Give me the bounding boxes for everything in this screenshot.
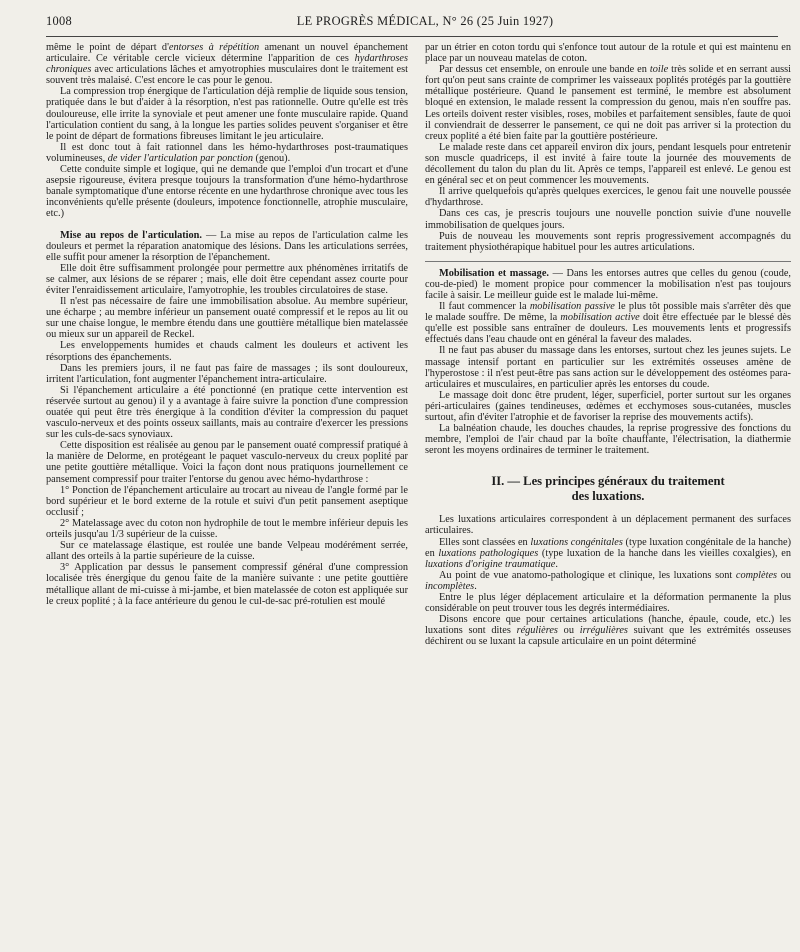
paragraph: Les enveloppements humides et chauds calment les douleurs et activent les résorptions des épanchements. (46, 340, 408, 363)
paragraph: Cette disposition est réalisée au genou par le pansement ouaté compressif pratiqué à la manière de Delorme, en protégeant le paquet vasculo-nerveux du creux poplité par une petite gouttière métallique. Voici la façon dont nous pratiquons journellement ce pansement compressif pour traiter l'entorse du genou avec hémo-hydarthrose : (46, 440, 408, 485)
paragraph: Il est donc tout à fait rationnel dans les hémo-hydarthroses post-traumatiques volumineuses, de vider l'articulation par ponction (genou). (46, 141, 408, 164)
paragraph: Dans les premiers jours, il ne faut pas faire de massages ; ils sont douloureux, irritent l'articulation, font augmenter l'épanchement intra-articulaire. (46, 362, 408, 385)
section-heading (425, 474, 791, 504)
paragraph: Disons encore que pour certaines articulations (hanche, épaule, coude, etc.) les luxations sont dites régulières ou irrégulières suivant que les extrémités osseuses déchirent ou se luxant la capsule articulaire en un point déterminé (425, 614, 792, 648)
paragraph: 3° Application par dessus le pansement compressif général d'une compression localisée très énergique du genou faite de la manière suivante : une petite gouttière métallique allant de mi-cuisse à mi-jambe, et bien matelassée de coton est appliquée sur le creux poplité ; à la face antérieure du genou le cul-de-sac pré-rotulien est moulé (46, 562, 408, 607)
italic-term: incomplètes (425, 580, 475, 592)
paragraph: Au point de vue anatomo-pathologique et clinique, les luxations sont complètes ou incomplètes. (425, 569, 791, 592)
italic-term: complètes (735, 569, 778, 581)
paragraph: 1° Ponction de l'épanchement articulaire au trocart au niveau de l'angle formé par le bord supérieur et le bord externe de la rotule et suivi d'un petit pansement aseptique occlusif ; (46, 484, 408, 518)
italic-term: luxations congénitales (530, 536, 623, 548)
section-heading-line: II. — Les principes généraux du traitement (491, 474, 725, 489)
paragraph: Mobilisation et massage. — Dans les entorses autres que celles du genou (coude, cou-de-pied) le moment propice pour commencer la mobilisation n'est pas toujours facile à saisir. Le meilleur guide est le malade lui-même. (425, 267, 791, 301)
paragraph: Si l'épanchement articulaire a été ponctionné (en pratique cette intervention est réservée surtout au genou) il y a avantage à faire suivre la ponction d'une compression ouatée qui peut être très énergique à la condition d'éviter la compression du paquet vasculo-nerveux et des points osseux saillants, mais au contraire d'exercer les pressions sur les culs-de-sacs synoviaux. (46, 384, 408, 441)
paragraph: Sur ce matelassage élastique, est roulée une bande Velpeau modérément serrée, allant des orteils à la partie supérieure de la cuisse. (46, 540, 408, 563)
paragraph: Les luxations articulaires correspondent à un déplacement permanent des surfaces articulaires. (425, 514, 791, 537)
page-number: 1008 (46, 14, 72, 28)
paragraph: Mise au repos de l'articulation. — La mise au repos de l'articulation calme les douleurs et permet la réparation anatomique des lésions. Dans les articulations serrées, elle suffit pour amener la résorption de l'épanchement. (46, 229, 408, 263)
paragraph: Cette conduite simple et logique, qui ne demande que l'emploi d'un trocart et d'une asepsie rigoureuse, évitera presque toujours la transformation d'une hémo-hydarthrose banale symptomatique d'une entorse récente en une hydarthrose chronique avec tous les inconvénients qu'elle présente (douleurs, impotence fonctionnelle, atrophie musculaire, etc.) (46, 164, 408, 220)
paragraph: La balnéation chaude, les douches chaudes, la reprise progressive des fonctions du membre, l'emploi de l'air chaud par la boîte chauffante, l'électrisation, la diathermie seront les moyens ordinaires de terminer le traitement. (425, 423, 791, 457)
left-column (46, 42, 408, 607)
paragraph: Entre le plus léger déplacement articulaire et la déformation permanente la plus considérable on peut trouver tous les degrés intermédiaires. (425, 592, 791, 615)
paragraph: La compression trop énergique de l'articulation déjà remplie de liquide sous tension, pratiquée dans le but d'aider à la résorption, n'est pas rationnelle. Outre qu'elle est très douloureuse, elle irrite la synoviale et peut amener une fonte musculaire rapide. Quand l'articulation contient du sang, à la longue les parties solides peuvent s'organiser et être le point de départ de formations fibreuses limitant le jeu articulaire. (46, 86, 408, 142)
paragraph: Il faut commencer la mobilisation passive le plus tôt possible mais s'arrêter dès que le malade souffre. De même, la mobilisation active doit être effectuée par le blessé dès qu'elle est possible sans entraîner de douleurs. Les mouvements lents et progressifs effectués dans l'eau chaude ont en général la faveur des malades. (425, 301, 791, 346)
subsection-heading: Mobilisation et massage. (439, 267, 549, 279)
italic-term: luxations d'origine traumatique (425, 558, 556, 570)
italic-term: mobilisation passive (529, 301, 615, 313)
column-divider (425, 261, 791, 262)
italic-term: mobilisation active (560, 312, 640, 324)
section-heading-line: des luxations. (571, 489, 645, 504)
italic-term: luxations pathologiques (438, 547, 539, 559)
paragraph: Il n'est pas nécessaire de faire une immobilisation absolue. Au membre supérieur, une écharpe ; au membre inférieur un pansement ouaté compressif et le repos au lit ou sur une chaise longue, le membre étendu dans une gouttière métallique bien matelassée ou mieux sur un appareil de Reckel. (46, 296, 408, 341)
running-header (46, 14, 778, 37)
italic-term: de vider l'articulation par ponction (107, 152, 253, 164)
subsection-heading: Mise au repos de l'articulation. (60, 229, 202, 241)
paragraph: Elles sont classées en luxations congénitales (type luxation congénitale de la hanche) en luxations pathologiques (type luxation de la hanche dans les vieilles coxalgies), en luxations d'origine traumatique. (425, 536, 792, 570)
paragraph: Dans ces cas, je prescris toujours une nouvelle ponction suivie d'une nouvelle immobilisation de quelques jours. (425, 208, 791, 231)
italic-term: régulières (516, 625, 558, 637)
paragraph: Le malade reste dans cet appareil environ dix jours, pendant lesquels pour entretenir son muscle quadriceps, il est invité à faire toute la journée des mouvements de décollement du talon du plan du lit. Après ce temps, l'appareil est enlevé. Le genou est en général sec et on peut commencer les mouvements. (425, 141, 791, 187)
italic-term: toile (649, 64, 669, 76)
paragraph: par un étrier en coton tordu qui s'enfonce tout autour de la rotule et qui est maintenu en place par un nouveau matelas de coton. (425, 42, 791, 65)
paragraph: Il arrive quelquefois qu'après quelques exercices, le genou fait une nouvelle poussée d'hydarthrose. (425, 186, 791, 209)
paragraph: Puis de nouveau les mouvements sont repris progressivement accompagnés du traitement physiothérapique habituel pour les autres articulations. (425, 230, 791, 253)
right-column (425, 42, 791, 648)
paragraph: Elle doit être suffisamment prolongée pour permettre aux phénomènes irritatifs de se calmer, aux lésions de se réparer ; mais, elle doit être cependant assez courte pour éviter l'enraidissement articulaire, l'amyotrophie, les troubles circulatoires de stase. (46, 262, 408, 296)
paragraph: même le point de départ d'entorses à répétition amenant un nouvel épanchement articulaire. Ce véritable cercle vicieux détermine l'apparition de ces hydarthroses chroniques avec articulations lâches et amyotrophies musculaires dont le traitement est souvent très malaisé. C'est encore le cas pour le genou. (46, 42, 409, 87)
italic-term: irrégulières (579, 625, 628, 637)
journal-title: LE PROGRÈS MÉDICAL, N° 26 (25 Juin 1927) (296, 14, 554, 28)
paragraph: Par dessus cet ensemble, on enroule une bande en toile très solide et en serrant aussi fort qu'on peut sans crainte de comprimer les vaisseaux poplités protégés par la gouttière métallique postérieure. Quand le pansement est terminé, le membre est absolument bloqué en extension, le malade ressent la compression du genou, mais n'en souffre pas. Les orteils doivent rester visibles, roses, mobiles et parfaitement sensibles, faute de quoi il conviendrait de desserrer le pansement, ce qui ne doit pas arriver si la protection du creux poplité a été bien faite par la gouttière postérieure. (425, 64, 791, 142)
paragraph: Il ne faut pas abuser du massage dans les entorses, surtout chez les jeunes sujets. Le massage intensif portant en particulier sur les extrémités osseuses amène de l'hyperostose : il n'est peut-être pas sans action sur le développement des ostéomes para-articulaires et musculaires, en particulier après les entorses du coude. (425, 345, 791, 390)
italic-term: entorses à répétition (168, 42, 260, 53)
italic-term: hydarthroses chroniques (46, 53, 408, 76)
paragraph: Le massage doit donc être prudent, léger, superficiel, porter surtout sur les organes péri-articulaires (gaines tendineuses, œdèmes et ecchymoses sous-cutanées, muscles surtout, afin d'éviter l'atrophie et de favoriser la reprise des mouvements actifs). (425, 389, 791, 423)
paragraph: 2° Matelassage avec du coton non hydrophile de tout le membre inférieur depuis les orteils jusqu'au 1/3 supérieur de la cuisse. (46, 517, 408, 541)
